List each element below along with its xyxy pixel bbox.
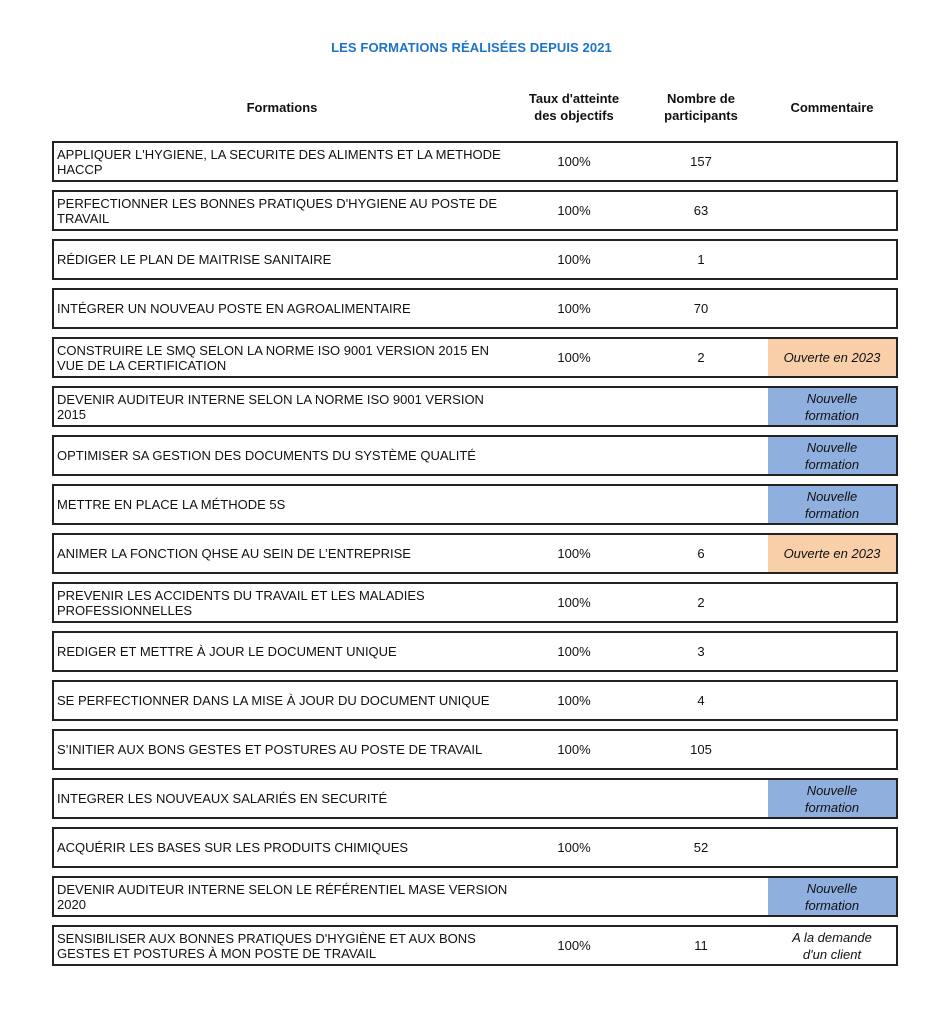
participant-count bbox=[636, 878, 766, 915]
formation-name: METTRE EN PLACE LA MÉTHODE 5S bbox=[57, 497, 286, 512]
objective-rate: 100% bbox=[557, 203, 591, 218]
comment bbox=[768, 192, 896, 229]
objective-rate: 100% bbox=[557, 252, 591, 267]
table-row bbox=[52, 288, 898, 329]
formation-name: INTÉGRER UN NOUVEAU POSTE EN AGROALIMENTAIRE bbox=[57, 301, 411, 316]
participant-count: 157 bbox=[690, 154, 712, 169]
participant-count: 52 bbox=[693, 840, 709, 855]
comment-badge: Ouverte en 2023 bbox=[768, 535, 896, 572]
table-row bbox=[52, 631, 898, 672]
formation-name: CONSTRUIRE LE SMQ SELON LA NORME ISO 9001 VERSION 2015 EN VUE DE LA CERTIFICATION bbox=[57, 342, 490, 373]
table-row bbox=[52, 827, 898, 868]
table-row bbox=[52, 484, 898, 525]
table-row bbox=[52, 337, 898, 378]
participant-count bbox=[636, 437, 766, 474]
page-title: LES FORMATIONS RÉALISÉES DEPUIS 2021 bbox=[331, 40, 612, 55]
objective-rate: 100% bbox=[557, 644, 591, 659]
objective-rate: 100% bbox=[557, 840, 591, 855]
comment bbox=[768, 682, 896, 719]
comment-badge: Nouvelle formation bbox=[768, 780, 896, 817]
objective-rate: 100% bbox=[557, 938, 591, 953]
comment-badge: Nouvelle formation bbox=[768, 437, 896, 474]
objective-rate bbox=[512, 437, 636, 474]
comment-badge: Ouverte en 2023 bbox=[768, 339, 896, 376]
participant-count: 6 bbox=[697, 546, 705, 561]
formation-name: ANIMER LA FONCTION QHSE AU SEIN DE L’ENTREPRISE bbox=[57, 546, 411, 561]
header-taux-atteinte: Taux d'atteinte des objectifs bbox=[528, 91, 620, 123]
formation-name: APPLIQUER L'HYGIENE, LA SECURITE DES ALIMENTS ET LA METHODE HACCP bbox=[57, 146, 501, 177]
table-row bbox=[52, 239, 898, 280]
objective-rate: 100% bbox=[557, 742, 591, 757]
table-row bbox=[52, 533, 898, 574]
comment bbox=[768, 584, 896, 621]
formation-name: ACQUÉRIR LES BASES SUR LES PRODUITS CHIMIQUES bbox=[57, 840, 409, 855]
comment bbox=[768, 143, 896, 180]
formation-name: DEVENIR AUDITEUR INTERNE SELON LA NORME ISO 9001 VERSION 2015 bbox=[57, 391, 484, 422]
participant-count: 2 bbox=[697, 350, 705, 365]
objective-rate: 100% bbox=[557, 154, 591, 169]
table-row bbox=[52, 190, 898, 231]
formation-name: S’INITIER AUX BONS GESTES ET POSTURES AU POSTE DE TRAVAIL bbox=[57, 742, 483, 757]
objective-rate bbox=[512, 780, 636, 817]
participant-count bbox=[636, 388, 766, 425]
formations-table bbox=[52, 141, 898, 974]
header-nombre-participants: Nombre de participants bbox=[664, 91, 738, 123]
objective-rate bbox=[512, 486, 636, 523]
table-row bbox=[52, 386, 898, 427]
formation-name: RÉDIGER LE PLAN DE MAITRISE SANITAIRE bbox=[57, 252, 332, 267]
objective-rate: 100% bbox=[557, 595, 591, 610]
comment bbox=[768, 241, 896, 278]
comment: A la demande d'un client bbox=[792, 929, 872, 962]
comment bbox=[768, 290, 896, 327]
comment-badge: Nouvelle formation bbox=[768, 878, 896, 915]
header-formations: Formations bbox=[246, 99, 318, 115]
formation-name: PERFECTIONNER LES BONNES PRATIQUES D'HYGIENE AU POSTE DE TRAVAIL bbox=[57, 195, 497, 226]
objective-rate: 100% bbox=[557, 350, 591, 365]
header-commentaire: Commentaire bbox=[790, 99, 874, 115]
comment-badge: Nouvelle formation bbox=[768, 388, 896, 425]
table-header bbox=[52, 88, 898, 126]
formation-name: OPTIMISER SA GESTION DES DOCUMENTS DU SYSTÈME QUALITÉ bbox=[57, 448, 476, 463]
objective-rate: 100% bbox=[557, 301, 591, 316]
formation-name: REDIGER ET METTRE À JOUR LE DOCUMENT UNIQUE bbox=[57, 644, 397, 659]
formation-name: PREVENIR LES ACCIDENTS DU TRAVAIL ET LES MALADIES PROFESSIONNELLES bbox=[57, 587, 425, 618]
table-row bbox=[52, 582, 898, 623]
participant-count: 1 bbox=[697, 252, 705, 267]
comment bbox=[768, 633, 896, 670]
participant-count: 63 bbox=[693, 203, 709, 218]
table-row bbox=[52, 435, 898, 476]
objective-rate: 100% bbox=[557, 546, 591, 561]
objective-rate bbox=[512, 388, 636, 425]
participant-count bbox=[636, 780, 766, 817]
objective-rate: 100% bbox=[557, 693, 591, 708]
comment bbox=[768, 829, 896, 866]
participant-count: 2 bbox=[697, 595, 705, 610]
participant-count: 105 bbox=[690, 742, 712, 757]
comment-badge: Nouvelle formation bbox=[768, 486, 896, 523]
objective-rate bbox=[512, 878, 636, 915]
participant-count: 11 bbox=[694, 938, 708, 953]
participant-count bbox=[636, 486, 766, 523]
comment bbox=[768, 731, 896, 768]
table-row bbox=[52, 778, 898, 819]
formation-name: SE PERFECTIONNER DANS LA MISE À JOUR DU DOCUMENT UNIQUE bbox=[57, 693, 490, 708]
table-row bbox=[52, 729, 898, 770]
participant-count: 3 bbox=[697, 644, 705, 659]
participant-count: 4 bbox=[697, 693, 705, 708]
formation-name: SENSIBILISER AUX BONNES PRATIQUES D'HYGIÈNE ET AUX BONS GESTES ET POSTURES À MON POSTE DE TRAVAIL bbox=[57, 930, 476, 961]
formation-name: INTEGRER LES NOUVEAUX SALARIÉS EN SECURITÉ bbox=[57, 791, 388, 806]
table-row bbox=[52, 141, 898, 182]
table-row bbox=[52, 876, 898, 917]
table-row bbox=[52, 680, 898, 721]
table-row bbox=[52, 925, 898, 966]
formation-name: DEVENIR AUDITEUR INTERNE SELON LE RÉFÉRENTIEL MASE VERSION 2020 bbox=[57, 881, 508, 912]
participant-count: 70 bbox=[693, 301, 709, 316]
